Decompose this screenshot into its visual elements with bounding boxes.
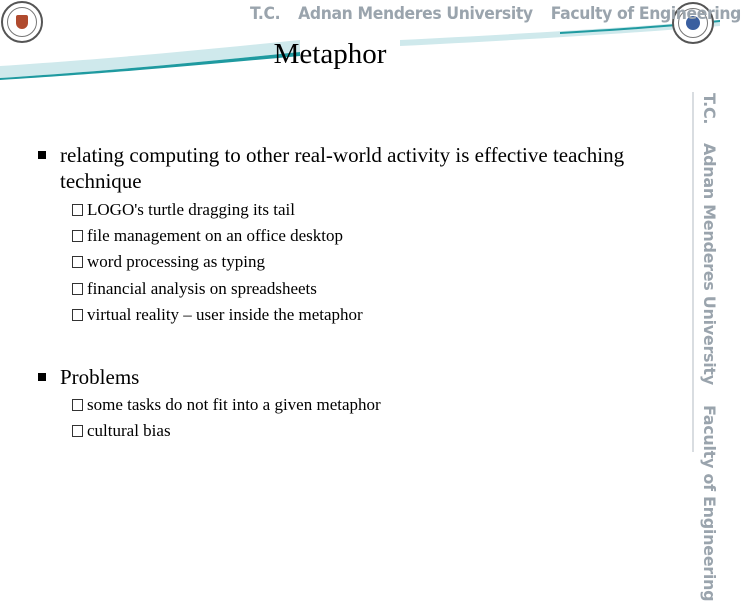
sub-item [72,421,171,441]
sub-item [72,305,363,325]
header-institution-text [250,4,754,24]
side-institution-text [700,93,719,615]
box-bullet-icon [72,256,83,268]
side-faculty: Faculty of Engineering [700,404,719,601]
sub-item [72,252,265,272]
slide-title: Metaphor [273,38,387,70]
box-bullet-icon [72,230,83,242]
sub-item-text: LOGO's turtle dragging its tail [87,200,295,219]
square-bullet-icon [38,373,46,381]
sub-item [72,395,381,415]
bullet-text: Problems [60,365,140,389]
sub-item-text: financial analysis on spreadsheets [87,279,317,298]
sub-item [72,226,343,246]
header-tc: T.C. [250,4,281,24]
box-bullet-icon [72,399,83,411]
sub-item-text: file management on an office desktop [87,226,344,245]
sub-item [72,200,295,220]
university-seal-logo [1,1,43,43]
sub-item-text: cultural bias [87,421,171,440]
side-divider [692,92,694,452]
box-bullet-icon [72,204,83,216]
header-faculty: Faculty of Engineering [550,4,741,24]
sub-item-text: virtual reality – user inside the metaphor [87,305,363,324]
box-bullet-icon [72,309,83,321]
sub-item [72,279,317,299]
sub-item-text: word processing as typing [87,252,266,271]
header-university: Adnan Menderes University [298,4,533,24]
side-university: Adnan Menderes University [700,143,719,386]
sub-item-text: some tasks do not fit into a given metaphor [87,395,381,414]
box-bullet-icon [72,283,83,295]
bullet-text: relating computing to other real-world activity is effective teaching technique [60,143,625,193]
box-bullet-icon [72,425,83,437]
square-bullet-icon [38,151,46,159]
side-tc: T.C. [700,93,719,125]
